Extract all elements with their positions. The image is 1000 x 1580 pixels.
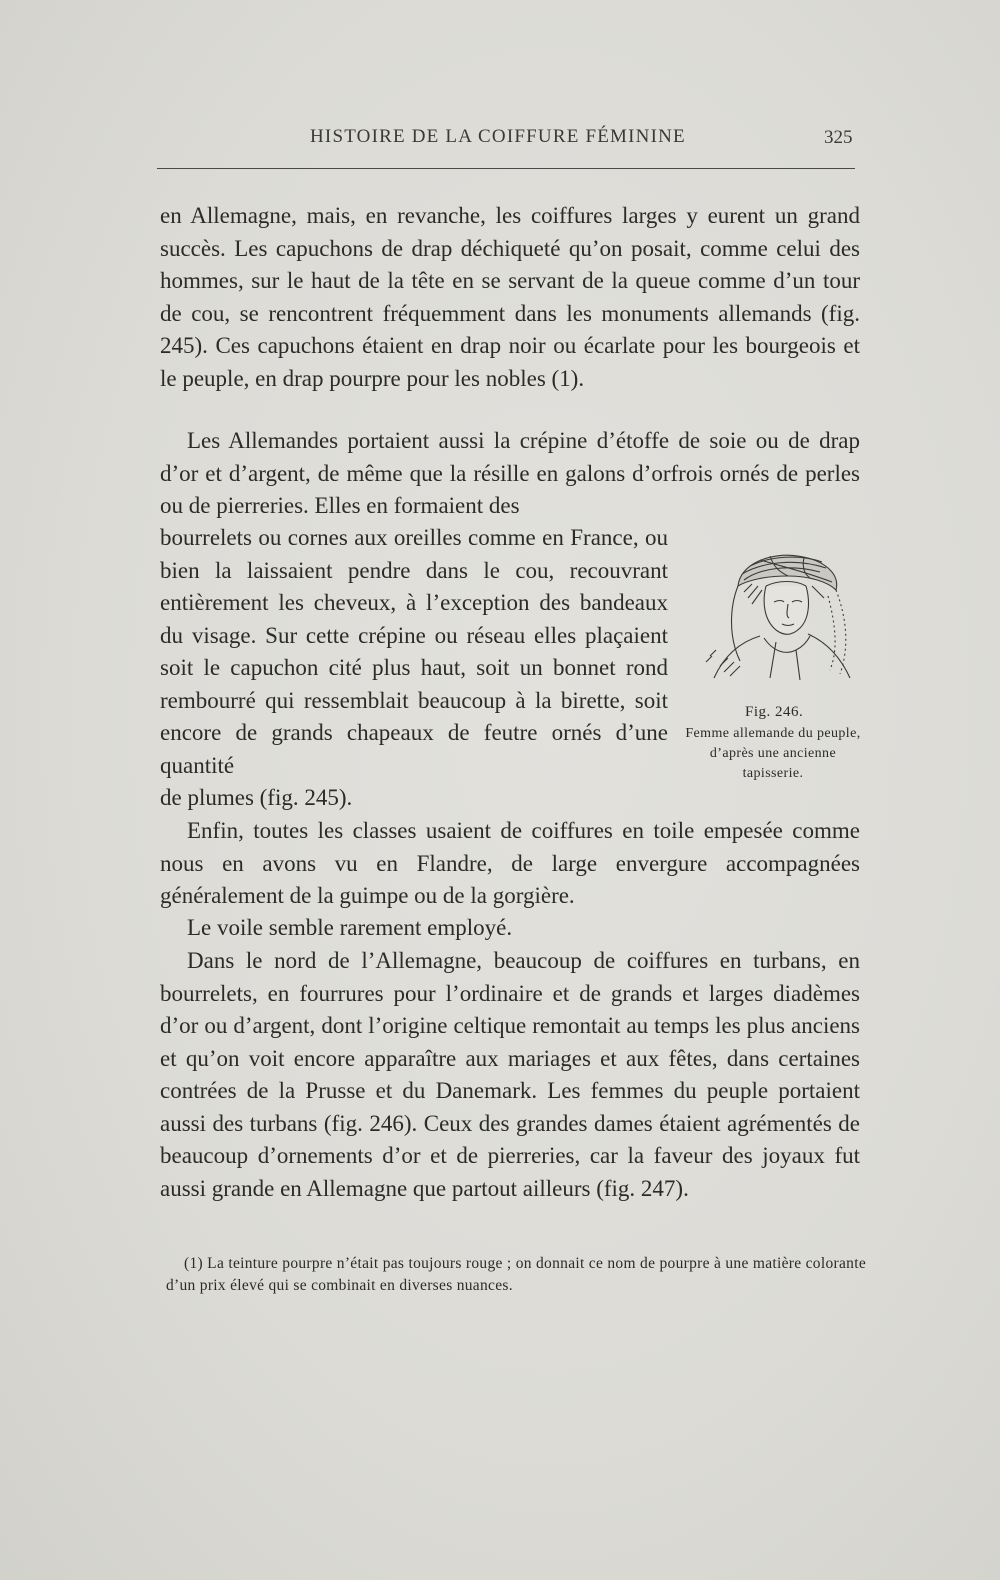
figure-label: Fig. 246. — [745, 704, 804, 720]
paragraph-2-tail: de plumes (fig. 245). — [160, 785, 353, 810]
running-head-title: HISTOIRE DE LA COIFFURE FÉMININE — [310, 126, 686, 147]
paragraph-3: Enfin, toutes les classes usaient de coiffures en toile empesée comme nous en avons vu en Flandre, de large envergure accompagnées généralement de la guimpe ou de la gorgière. — [160, 818, 860, 908]
footnote-1: (1) La teinture pourpre n’était pas toujours rouge ; on donnait ce nom de pourpre à une matière colorante d’un prix élevé qui se combinait en diverses nuances. — [166, 1255, 866, 1294]
woman-turban-engraving — [700, 546, 860, 686]
page-number: 325 — [824, 127, 853, 148]
header-rule — [157, 168, 855, 169]
paragraph-1: en Allemagne, mais, en revanche, les coiffures larges y eurent un grand succès. Les capuchons de drap déchiqueté qu’on posait, comme celui des hommes, sur le haut de la tête en se servant de la queue comme d’un tour de cou, se rencontrent fréquemment dans les monuments allemands (fig. 245). Ces capuchons étaient en drap noir ou écarlate pour les bourgeois et le peuple, en drap pourpre pour les nobles (1). — [160, 203, 860, 391]
paragraph-2-wrapped: bourrelets ou cornes aux oreilles comme en France, ou bien la laissaient pendre dans le cou, recouvrant entièrement les cheveux, à l’exception des bandeaux du visage. Sur cette crépine ou réseau elles plaçaient soit le capuchon cité plus haut, soit un bonnet rond rembourré qui ressemblait beaucoup à la birette, soit encore de grands chapeaux de feutre ornés d’une quantité — [160, 525, 668, 778]
paragraph-4: Le voile semble rarement employé. — [187, 915, 513, 940]
figure-caption: Femme allemande du peuple, d’après une ancienne tapisserie. — [685, 726, 861, 781]
paragraph-2: Les Allemandes portaient aussi la crépine d’étoffe de soie ou de drap d’or et d’argent, de même que la résille en galons d’orfrois ornés de perles ou de pierreries. Elles en formaient des — [160, 428, 860, 518]
figure-246-illustration — [700, 546, 860, 686]
paragraph-5: Dans le nord de l’Allemagne, beaucoup de coiffures en turbans, en bourrelets, en fourrures pour l’ordinaire et de grands et larges diadèmes d’or ou d’argent, dont l’origine celtique remontait au temps les plus anciens et qu’on voit encore apparaître aux mariages et aux fêtes, dans certaines contrées de la Prusse et du Danemark. Les femmes du peuple portaient aussi des turbans (fig. 246). Ceux des grandes dames étaient agrémentés de beaucoup d’ornements d’or et de pierreries, car la faveur des joyaux fut aussi grande en Allemagne que partout ailleurs (fig. 247). — [160, 948, 860, 1201]
